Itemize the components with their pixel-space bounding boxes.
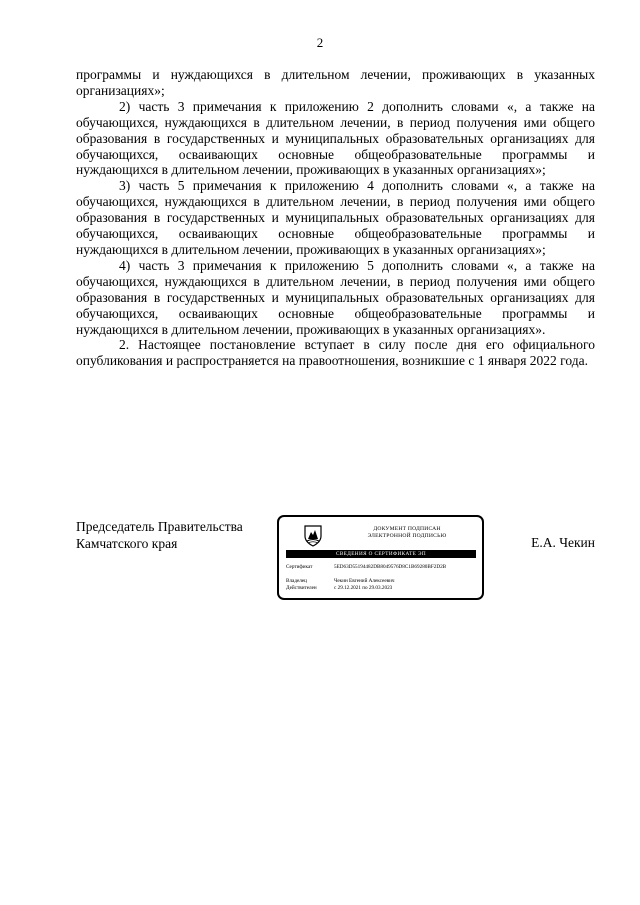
stamp-cert-label: Сертификат — [286, 564, 313, 570]
e-signature-stamp — [277, 515, 484, 600]
paragraph-effective-date: 2. Настоящее постановление вступает в силу после дня его официального опубликования и распространяется на правоотношения, возникшие с 1 января 2022 года. — [76, 337, 595, 369]
stamp-owner-value: Чекин Евгений Алексеевич — [334, 578, 395, 584]
stamp-row-owner — [286, 578, 478, 584]
page-number: 2 — [316, 35, 324, 50]
paragraph-item-4: 4) часть 3 примечания к приложению 5 дополнить словами «, а также на обучающихся, нуждающихся в длительном лечении, в период получения ими общего образования в государственных и муниципальных образовательных организациях для обучающихся, осваивающих основные общеобразовательные программы и нуждающихся в длительном лечении, проживающих в указанных организациях». — [76, 257, 595, 337]
stamp-valid-value: с 29.12.2021 по 29.03.2023 — [334, 585, 393, 591]
stamp-title — [333, 526, 481, 539]
signer-name: Е.А. Чекин — [531, 535, 595, 550]
stamp-row-certificate — [286, 564, 478, 570]
signatory-position-line1: Председатель Правительства — [76, 519, 243, 534]
stamp-valid-label: Действителен — [286, 585, 317, 591]
paragraph-item-3: 3) часть 5 примечания к приложению 4 дополнить словами «, а также на обучающихся, нуждающихся в длительном лечении, в период получения ими общего образования в государственных и муниципальных образовательных организациях для обучающихся, осваивающих основные общеобразовательные программы и нуждающихся в длительном лечении, проживающих в указанных организациях»; — [76, 178, 595, 257]
document-body — [76, 67, 595, 369]
coat-of-arms-icon — [301, 523, 325, 547]
stamp-row-validity — [286, 585, 478, 591]
signatory-position — [76, 518, 243, 552]
paragraph-continuation: программы и нуждающихся в длительном лечении, проживающих в указанных организациях»; — [76, 67, 595, 98]
stamp-title-line2: ЭЛЕКТРОННОЙ ПОДПИСЬЮ — [367, 532, 447, 539]
stamp-title-line1: ДОКУМЕНТ ПОДПИСАН — [373, 526, 441, 532]
paragraph-item-2: 2) часть 3 примечания к приложению 2 дополнить словами «, а также на обучающихся, нуждающихся в длительном лечении, в период получения ими общего образования в государственных и муниципальных образовательных организациях для обучающихся, осваивающих основные общеобразовательные программы и нуждающихся в длительном лечении, проживающих в указанных организациях»; — [76, 98, 595, 178]
stamp-owner-label: Владелец — [286, 578, 307, 584]
stamp-certificate-band: СВЕДЕНИЯ О СЕРТИФИКАТЕ ЭП — [286, 550, 476, 558]
signatory-position-line2: Камчатского края — [76, 536, 178, 551]
stamp-cert-value: 5ED63D55194482DB8049576D8C1B69280BF2D2B — [334, 564, 447, 570]
